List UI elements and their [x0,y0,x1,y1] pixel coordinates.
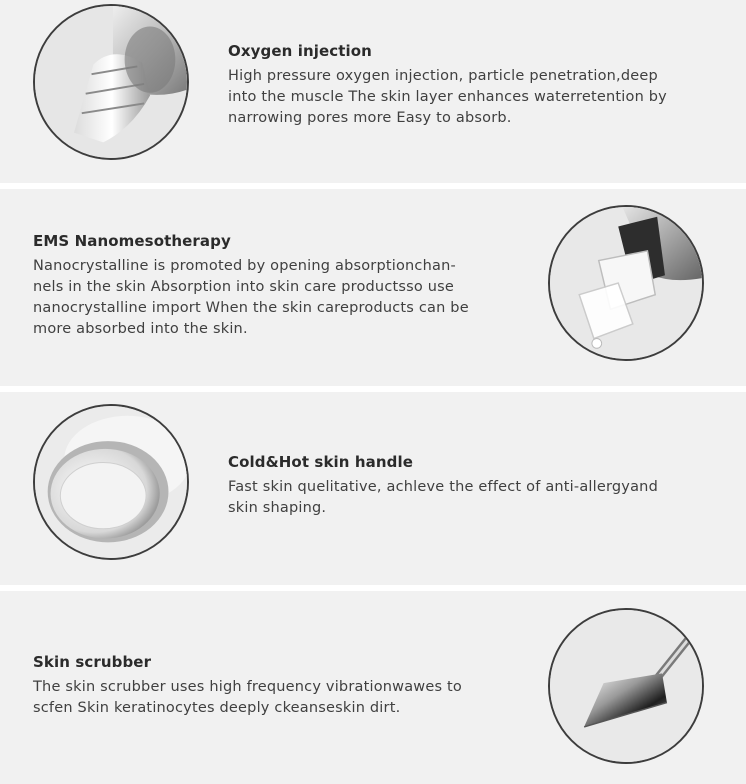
cold-hot-handle-icon [33,404,189,560]
feature-section-cold-hot-handle [0,392,746,585]
feature-section-skin-scrubber [0,591,746,784]
feature-title: EMS Nanomesotherapy [33,232,231,250]
oxygen-injection-handpiece-icon [33,4,189,160]
feature-section-ems-nanomesotherapy [0,189,746,386]
feature-description: High pressure oxygen injection, particle penetration,deep into the muscle The skin layer enhances waterretention by narrowing pores more Easy to absorb. [228,68,667,126]
feature-text-skin-scrubber [33,653,533,719]
feature-text-cold-hot-handle [228,453,728,519]
feature-section-oxygen-injection [0,0,746,183]
feature-title: Skin scrubber [33,653,152,671]
feature-description: The skin scrubber uses high frequency vibrationwawes to scfen Skin keratinocytes deeply ckeanseskin dirt. [33,679,463,716]
nano-needle-handpiece-icon [548,205,704,361]
feature-text-oxygen-injection [228,42,728,129]
feature-text-ems-nanomesotherapy [33,232,533,340]
skin-scrubber-blade-icon [548,608,704,764]
feature-description: Nanocrystalline is promoted by opening absorptionchan- nels in the skin Absorption into skin care productsso use nanocrystalline import When the skin careproducts can be more absorbed into the skin. [33,258,469,337]
feature-description: Fast skin quelitative, achleve the effect of anti-allergyand skin shaping. [228,479,658,516]
feature-title: Oxygen injection [228,42,372,60]
feature-title: Cold&Hot skin handle [228,453,414,471]
